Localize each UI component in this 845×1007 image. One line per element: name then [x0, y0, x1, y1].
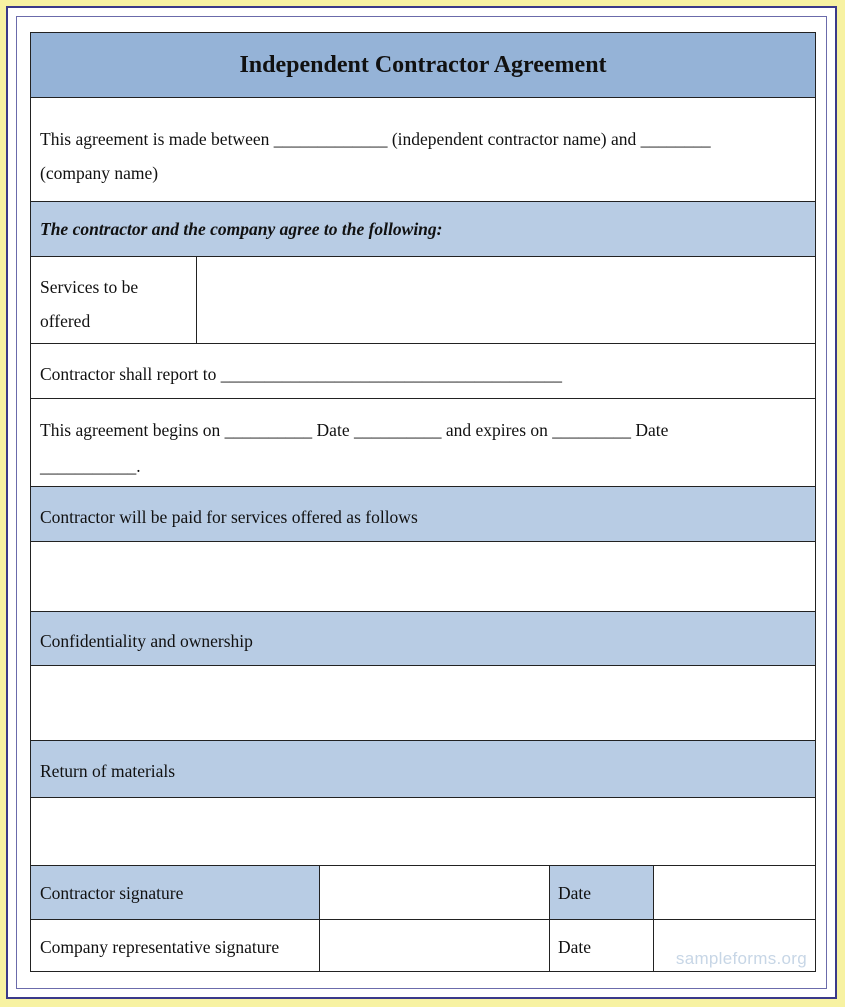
watermark: sampleforms.org	[675, 949, 807, 968]
agree-heading: The contractor and the company agree to the following:	[40, 219, 443, 239]
intro-row	[31, 98, 815, 202]
services-row	[31, 257, 815, 344]
return-heading: Return of materials	[40, 761, 176, 781]
company-signature-label: Company representative signature	[40, 937, 280, 957]
intro-line-1: This agreement is made between _____________ (independent contractor name) and ________	[40, 129, 711, 149]
services-label-line-1: Services to be	[40, 277, 139, 297]
sig-divider-4	[319, 920, 320, 971]
payment-heading-row	[31, 487, 815, 542]
services-divider	[196, 257, 197, 343]
term-line-1: This agreement begins on __________ Date __________ and expires on _________ Date	[40, 420, 669, 440]
form-title: Independent Contractor Agreement	[239, 51, 607, 78]
contractor-signature-row	[31, 866, 815, 920]
return-heading-row	[31, 741, 815, 798]
sig-divider-1	[319, 866, 320, 919]
company-signature-row	[31, 920, 815, 971]
return-field[interactable]	[31, 798, 815, 866]
title-row	[31, 33, 815, 98]
report-row	[31, 344, 815, 399]
sig-divider-2	[549, 866, 550, 919]
confidentiality-field[interactable]	[31, 666, 815, 741]
contractor-date-label: Date	[558, 883, 592, 903]
term-row	[31, 399, 815, 487]
contractor-signature-label: Contractor signature	[40, 883, 184, 903]
confidentiality-heading-row	[31, 612, 815, 666]
agreement-form	[30, 32, 816, 972]
agree-heading-row	[31, 202, 815, 257]
report-to-text: Contractor shall report to _______________________________________	[40, 364, 563, 384]
sig-divider-5	[549, 920, 550, 971]
confidentiality-heading: Confidentiality and ownership	[40, 631, 253, 651]
payment-heading: Contractor will be paid for services offered as follows	[40, 507, 418, 527]
company-date-label: Date	[558, 937, 592, 957]
intro-line-2: (company name)	[40, 163, 159, 183]
term-line-2: ___________.	[40, 456, 141, 476]
services-label-line-2: offered	[40, 311, 91, 331]
payment-field[interactable]	[31, 542, 815, 612]
